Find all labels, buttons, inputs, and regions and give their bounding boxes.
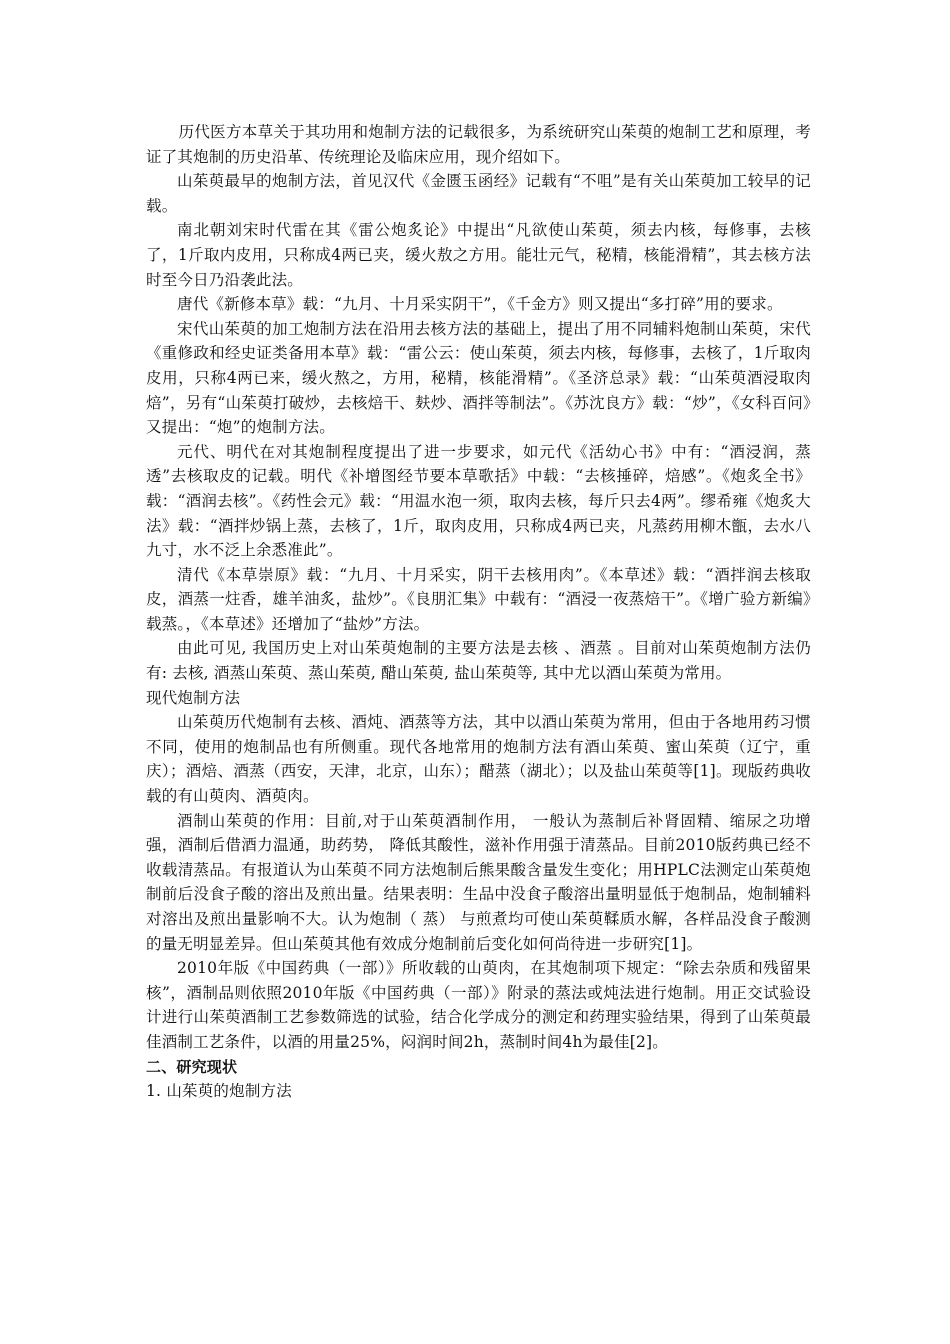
paragraph-modern-methods: 山茱萸历代炮制有去核、酒炖、酒蒸等方法，其中以酒山茱萸为常用，但由于各地用药习惯不同，使用的炮制品也有所侧重。现代各地常用的炮制方法有酒山茱萸、蜜山茱萸（辽宁，重庆）；酒焙、酒蒸（西安，天津，北京，山东）；醋蒸（湖北）；以及盐山茱萸等[1]。现版药典收载的有山萸肉、酒萸肉。 xyxy=(146,713,811,806)
paragraph-qing-dynasty: 清代《本草崇原》载：“九月、十月采实，阴干去核用肉”。《本草述》载：“酒拌润去核取皮，酒蒸一炷香，雄羊油炙，盐炒”。《良朋汇集》中载有：“酒浸一夜蒸焙干”。《增广验方新编》载蒸。，《本草述》还增加了“盐炒”方法。 xyxy=(146,565,811,633)
paragraph-pharmacopoeia: 2010年版《中国药典（一部）》所收载的山萸肉，在其炮制项下规定：“除去杂质和残留果核”，酒制品则依照2010年版《中国药典（一部）》附录的蒸法或炖法进行炮制。用正交试验设计进行山茱萸酒制工艺参数筛选的试验，结合化学成分的测定和药理实验结果，得到了山茱萸最佳酒制工艺条件，以酒的用量25%，闷润时间2h，蒸制时间4h为最佳[2]。 xyxy=(146,959,811,1051)
document-body xyxy=(146,120,811,1104)
paragraph-yuan-ming-dynasty: 元代、明代在对其炮制程度提出了进一步要求，如元代《活幼心书》中有：“酒浸润，蒸透”去核取皮的记载。明代《补增图经节要本草歌括》中载：“去核捶碎，焙感”。《炮炙全书》载：“酒润去核”。《药性会元》载：“用温水泡一须，取肉去核，每斤只去4两”。缪希雍《炮炙大法》载：“酒拌炒锅上蒸，去核了，1斤，取肉皮用，只称成4两已夹，凡蒸药用柳木甑，去水八九寸，水不泛上余悉准此”。 xyxy=(146,442,811,560)
paragraph-southern-dynasty: 南北朝刘宋时代雷在其《雷公炮炙论》中提出“凡欲使山茱萸，须去内核，每修事，去核了，1斤取内皮用，只称成4两已夹，缓火敖之方用。能壮元气，秘精，核能滑精”，其去核方法时至今日乃沿袭此法。 xyxy=(146,221,811,289)
paragraph-summary: 由此可见, 我国历史上对山茱萸炮制的主要方法是去核 、酒蒸 。目前对山茱萸炮制方法仍有: 去核, 酒蒸山茱萸、蒸山茱萸, 醋山茱萸, 盐山茱萸等, 其中尤以酒山茱萸为常用。 xyxy=(146,639,811,683)
paragraph-song-dynasty: 宋代山茱萸的加工炮制方法在沿用去核方法的基础上，提出了用不同辅料炮制山茱萸，宋代《重修政和经史证类备用本草》载：“雷公云：使山茱萸，须去内核，每修事，去核了，1斤取肉皮用，只称4两已来，缓火熬之，方用，秘精，核能滑精”。《圣济总录》载：“山茱萸酒浸取肉焙”，另有“山茱萸打破炒，去核焙干、麸炒、酒拌等制法”。《苏沈良方》载：“炒”，《女科百问》又提出：“炮”的炮制方法。 xyxy=(146,319,811,437)
paragraph-tang-dynasty: 唐代《新修本草》载：“九月、十月采实阴干”，《千金方》则又提出“多打碎”用的要求。 xyxy=(177,295,783,314)
modern-methods-heading: 现代炮制方法 xyxy=(146,688,241,707)
paragraph-intro: 历代医方本草关于其功用和炮制方法的记载很多，为系统研究山茱萸的炮制工艺和原理，考证了其炮制的历史沿革、传统理论及临床应用，现介绍如下。 xyxy=(146,123,811,166)
section-heading: 二、研究现状 xyxy=(146,1057,238,1076)
paragraph-han-dynasty: 山茱萸最早的炮制方法，首见汉代《金匮玉函经》记载有“不咀”是有关山茱萸加工较早的记载。 xyxy=(146,172,811,215)
subsection-heading: 1. 山茱萸的炮制方法 xyxy=(146,1082,292,1101)
paragraph-wine-processing: 酒制山茱萸的作用：目前,对于山茱萸酒制作用， 一般认为蒸制后补肾固精、缩尿之功增强，酒制后借酒力温通，助药势， 降低其酸性，滋补作用强于清蒸品。目前2010版药典已经不收载清蒸品。有报道认为山茱萸不同方法炮制后熊果酸含量发生变化；用HPLC法测定山茱萸炮制前后没食子酸的溶出及煎出量。结果表明：生品中没食子酸溶出量明显低于炮制品，炮制辅料对溶出及煎出量影响不大。认为炮制（ 蒸） 与煎煮均可使山茱萸鞣质水解，各样品没食子酸测的量无明显差异。但山茱萸其他有效成分炮制前后变化如何尚待进一步研究[1]。 xyxy=(146,811,811,953)
